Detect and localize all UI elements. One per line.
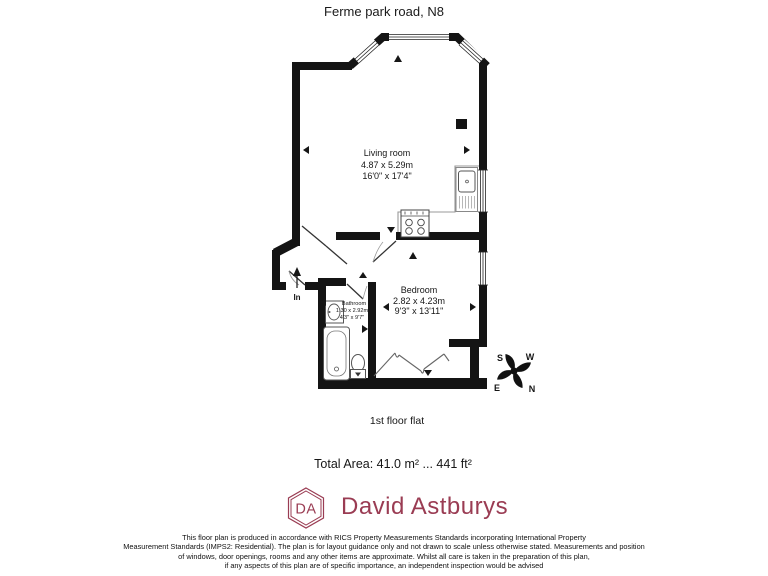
- kitchen-window: [478, 170, 488, 212]
- kitchen-sink-icon: [456, 168, 478, 212]
- floor-label: 1st floor flat: [369, 415, 425, 427]
- room-name: Living room: [363, 148, 411, 158]
- entrance-label: In: [293, 293, 301, 302]
- compass-west: W: [525, 352, 535, 362]
- brand-logo: [286, 486, 508, 530]
- room-imperial: 9'3" x 13'11": [394, 306, 444, 316]
- entrance-arrow: [293, 267, 301, 302]
- room-imperial: 4'3" x 9'7": [339, 315, 365, 321]
- exterior-walls: [272, 62, 487, 389]
- room-metric: 2.82 x 4.23m: [392, 296, 446, 306]
- wall-pier: [456, 119, 467, 129]
- floorplan-drawing: [260, 26, 560, 406]
- room-metric: 4.87 x 5.29m: [360, 160, 414, 170]
- disclaimer-line: of windows, door openings, rooms and any other items are approximate. Whilst all care is taken in the preparation of this plan,: [178, 551, 590, 561]
- bay-window-glazing: [355, 32, 483, 63]
- compass-rose: [489, 346, 540, 397]
- company-name: David Astburys: [341, 492, 509, 520]
- property-address: Ferme park road, N8: [324, 4, 444, 19]
- disclaimer: [0, 533, 768, 571]
- compass-south: S: [496, 353, 504, 363]
- disclaimer-line: if any aspects of this plan are of specific importance, an independent inspection would be advised: [224, 561, 544, 571]
- bedroom-window: [478, 252, 488, 285]
- wardrobe-doors: [374, 353, 449, 376]
- room-imperial: 16'0" x 17'4": [362, 171, 412, 181]
- room-metric: 1.30 x 2.92m: [335, 308, 369, 314]
- compass-north: N: [528, 384, 536, 394]
- toilet-icon: [351, 355, 366, 379]
- room-name: Bathroom: [341, 301, 367, 307]
- stove-icon: [401, 210, 429, 237]
- bedroom-label: [393, 285, 445, 316]
- compass-east: E: [493, 383, 501, 393]
- living-room-label: [361, 148, 413, 181]
- room-name: Bedroom: [400, 285, 438, 295]
- entry-diagonal-wall: [275, 241, 298, 253]
- disclaimer-line: Measurement Standards (IMPS2: Residential). The plan is for layout guidance only and not drawn to scale unless otherwise stated. Measurements and position: [123, 542, 645, 552]
- logo-monogram: DA: [295, 501, 317, 518]
- logo-hexagon-icon: [286, 486, 326, 530]
- disclaimer-line: This floor plan is produced in accordance with RICS Property Measurements Standards incorporating International Property: [182, 533, 586, 542]
- bathtub-icon: [324, 327, 350, 380]
- total-area: Total Area: 41.0 m² ... 441 ft²: [314, 457, 472, 471]
